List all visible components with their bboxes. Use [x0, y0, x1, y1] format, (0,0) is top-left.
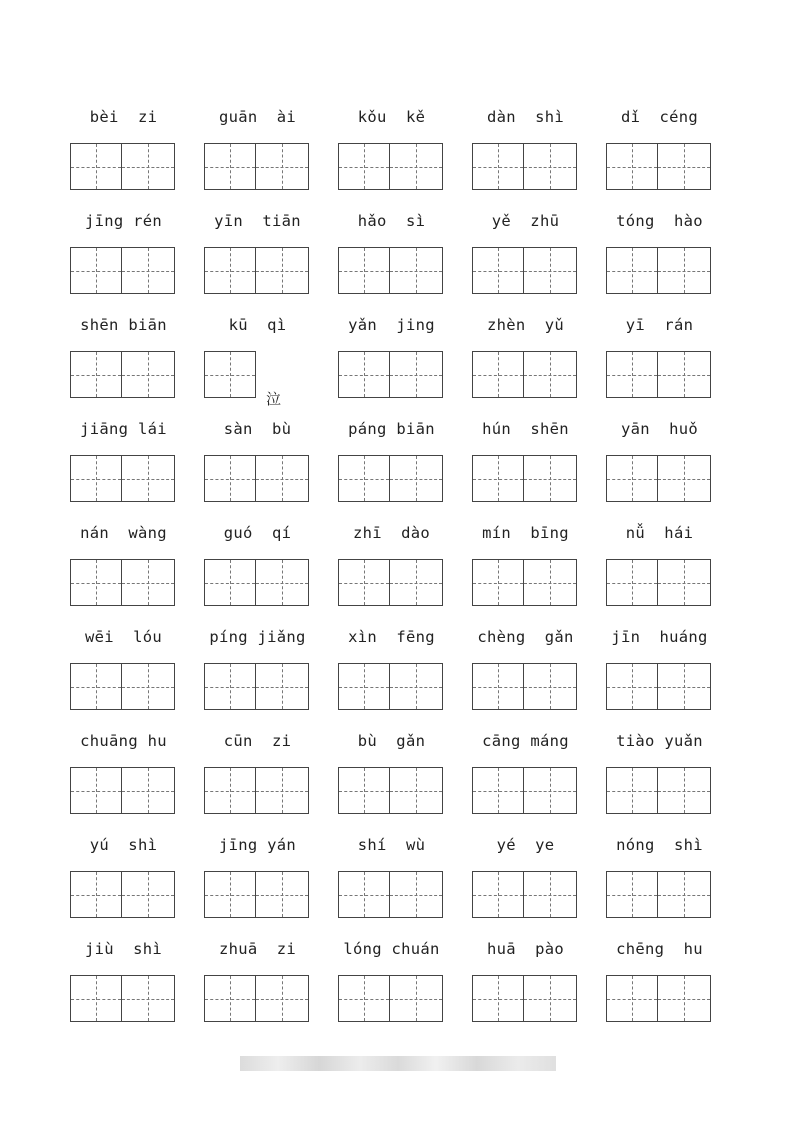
- tian-zi-ge-writing-box[interactable]: [472, 767, 524, 814]
- pinyin-label: wēi lóu: [84, 628, 163, 646]
- pinyin-label: yě zhū: [491, 212, 560, 230]
- writing-box-group: [606, 143, 711, 190]
- pinyin-label: yǎn jing: [348, 316, 435, 334]
- writing-box-group: [606, 455, 711, 502]
- worksheet-item: [204, 104, 311, 208]
- tian-zi-ge-writing-box[interactable]: [122, 351, 175, 398]
- tian-zi-ge-writing-box[interactable]: [606, 767, 658, 814]
- worksheet-item: [204, 728, 311, 832]
- tian-zi-ge-writing-box[interactable]: [472, 975, 524, 1022]
- worksheet-item: [472, 624, 579, 728]
- pinyin-label: jīn huáng: [611, 628, 708, 646]
- writing-box-group: [70, 455, 175, 502]
- writing-box-group: [338, 975, 443, 1022]
- pinyin-label: chuāng hu: [80, 732, 167, 750]
- worksheet-item: [338, 104, 445, 208]
- tian-zi-ge-writing-box[interactable]: [390, 143, 443, 190]
- tian-zi-ge-writing-box[interactable]: [204, 975, 256, 1022]
- writing-box-group: [338, 871, 443, 918]
- writing-box-group: [338, 351, 443, 398]
- worksheet-item: [606, 936, 713, 1040]
- tian-zi-ge-writing-box[interactable]: [122, 663, 175, 710]
- writing-box-group: [606, 247, 711, 294]
- writing-box-group: [606, 975, 711, 1022]
- writing-box-group: [472, 663, 577, 710]
- tian-zi-ge-writing-box[interactable]: [256, 143, 309, 190]
- tian-zi-ge-writing-box[interactable]: [658, 247, 711, 294]
- tian-zi-ge-writing-box[interactable]: [472, 247, 524, 294]
- writing-box-group: [338, 455, 443, 502]
- tian-zi-ge-writing-box[interactable]: [122, 143, 175, 190]
- worksheet-item: [204, 312, 311, 416]
- pinyin-label: shí wù: [357, 836, 426, 854]
- tian-zi-ge-writing-box[interactable]: [390, 559, 443, 606]
- tian-zi-ge-writing-box[interactable]: [204, 767, 256, 814]
- worksheet-item: [606, 728, 713, 832]
- writing-box-group: [70, 767, 175, 814]
- tian-zi-ge-writing-box[interactable]: [606, 975, 658, 1022]
- worksheet-item: [606, 624, 713, 728]
- writing-box-group: [338, 767, 443, 814]
- tian-zi-ge-writing-box[interactable]: [70, 663, 122, 710]
- tian-zi-ge-writing-box[interactable]: [204, 871, 256, 918]
- pinyin-label: yān huǒ: [620, 420, 699, 438]
- pinyin-label: shēn biān: [80, 316, 167, 334]
- tian-zi-ge-writing-box[interactable]: [658, 663, 711, 710]
- worksheet-item: [338, 312, 445, 416]
- tian-zi-ge-writing-box[interactable]: [256, 871, 309, 918]
- tian-zi-ge-writing-box[interactable]: [122, 871, 175, 918]
- tian-zi-ge-writing-box[interactable]: [338, 455, 390, 502]
- pinyin-label: bù gǎn: [357, 732, 426, 750]
- writing-box-group: [472, 871, 577, 918]
- worksheet-item: [204, 208, 311, 312]
- pinyin-label: jīng rén: [84, 212, 163, 230]
- tian-zi-ge-writing-box[interactable]: [524, 455, 577, 502]
- writing-box-group: [70, 351, 175, 398]
- hint-character: 泣: [266, 390, 282, 408]
- tian-zi-ge-writing-box[interactable]: [338, 247, 390, 294]
- tian-zi-ge-writing-box[interactable]: [70, 559, 122, 606]
- worksheet-item: [70, 312, 177, 416]
- worksheet-item: [338, 728, 445, 832]
- writing-box-group: [204, 455, 309, 502]
- worksheet-item: [70, 104, 177, 208]
- worksheet-item: [204, 832, 311, 936]
- pinyin-label: jiù shì: [84, 940, 163, 958]
- tian-zi-ge-writing-box[interactable]: [472, 559, 524, 606]
- worksheet-item: [472, 520, 579, 624]
- tian-zi-ge-writing-box[interactable]: [606, 247, 658, 294]
- pinyin-label: chèng gǎn: [477, 628, 574, 646]
- worksheet-item: [204, 624, 311, 728]
- tian-zi-ge-writing-box[interactable]: [606, 351, 658, 398]
- tian-zi-ge-writing-box[interactable]: [606, 871, 658, 918]
- worksheet-item: [606, 416, 713, 520]
- writing-box-group: [204, 767, 309, 814]
- tian-zi-ge-writing-box[interactable]: [390, 663, 443, 710]
- tian-zi-ge-writing-box[interactable]: [338, 351, 390, 398]
- worksheet-item: [472, 416, 579, 520]
- writing-box-group: [70, 247, 175, 294]
- pinyin-label: kǒu kě: [357, 108, 426, 126]
- pinyin-label: sàn bù: [223, 420, 292, 438]
- worksheet-item: [472, 936, 579, 1040]
- worksheet-item: [606, 312, 713, 416]
- tian-zi-ge-writing-box[interactable]: [606, 455, 658, 502]
- worksheet-item: [70, 936, 177, 1040]
- pinyin-label: yé ye: [496, 836, 555, 854]
- worksheet-item: [70, 520, 177, 624]
- worksheet-item: [204, 520, 311, 624]
- tian-zi-ge-writing-box[interactable]: [390, 247, 443, 294]
- writing-box-group: [472, 559, 577, 606]
- pinyin-label: guān ài: [218, 108, 297, 126]
- tian-zi-ge-writing-box[interactable]: [70, 351, 122, 398]
- tian-zi-ge-writing-box[interactable]: [606, 143, 658, 190]
- worksheet-item: [606, 832, 713, 936]
- worksheet-item: [606, 520, 713, 624]
- worksheet-item: [472, 832, 579, 936]
- pinyin-label: bèi zi: [89, 108, 158, 126]
- worksheet-item: [472, 104, 579, 208]
- tian-zi-ge-writing-box[interactable]: [524, 663, 577, 710]
- tian-zi-ge-writing-box[interactable]: [256, 767, 309, 814]
- tian-zi-ge-writing-box[interactable]: [70, 871, 122, 918]
- pinyin-label: cāng máng: [482, 732, 569, 750]
- writing-box-group: [204, 663, 309, 710]
- worksheet-item: [70, 624, 177, 728]
- tian-zi-ge-writing-box[interactable]: [658, 871, 711, 918]
- writing-box-group: [70, 975, 175, 1022]
- tian-zi-ge-writing-box[interactable]: [524, 247, 577, 294]
- writing-box-group: [606, 351, 711, 398]
- tian-zi-ge-writing-box[interactable]: [658, 455, 711, 502]
- pinyin-label: kū qì: [228, 316, 287, 334]
- tian-zi-ge-writing-box[interactable]: [472, 455, 524, 502]
- tian-zi-ge-writing-box[interactable]: [390, 975, 443, 1022]
- tian-zi-ge-writing-box[interactable]: [122, 455, 175, 502]
- tian-zi-ge-writing-box[interactable]: [658, 143, 711, 190]
- tian-zi-ge-writing-box[interactable]: [338, 663, 390, 710]
- worksheet-item: [338, 832, 445, 936]
- worksheet-item: [70, 208, 177, 312]
- tian-zi-ge-writing-box[interactable]: [658, 351, 711, 398]
- writing-box-group: [338, 143, 443, 190]
- writing-box-group: [70, 871, 175, 918]
- tian-zi-ge-writing-box[interactable]: [122, 559, 175, 606]
- pinyin-label: jiāng lái: [80, 420, 167, 438]
- writing-box-group: [472, 351, 577, 398]
- tian-zi-ge-writing-box[interactable]: [472, 871, 524, 918]
- writing-box-group: [204, 143, 309, 190]
- tian-zi-ge-writing-box[interactable]: [70, 247, 122, 294]
- writing-box-group: [472, 143, 577, 190]
- writing-box-group: [472, 767, 577, 814]
- pinyin-label: huā pào: [486, 940, 565, 958]
- tian-zi-ge-writing-box[interactable]: [658, 767, 711, 814]
- tian-zi-ge-writing-box[interactable]: [472, 663, 524, 710]
- worksheet-item: [70, 416, 177, 520]
- tian-zi-ge-writing-box[interactable]: [256, 247, 309, 294]
- tian-zi-ge-writing-box[interactable]: [256, 975, 309, 1022]
- tian-zi-ge-writing-box[interactable]: [204, 351, 256, 398]
- pinyin-label: zhī dào: [352, 524, 431, 542]
- writing-box-group: [70, 559, 175, 606]
- tian-zi-ge-writing-box[interactable]: [70, 767, 122, 814]
- tian-zi-ge-writing-box[interactable]: [122, 247, 175, 294]
- pinyin-label: páng biān: [348, 420, 435, 438]
- pinyin-label: yī rán: [625, 316, 694, 334]
- blurred-footer-watermark: [240, 1056, 556, 1071]
- writing-box-group: [606, 871, 711, 918]
- tian-zi-ge-writing-box[interactable]: [70, 143, 122, 190]
- writing-box-group: [606, 767, 711, 814]
- tian-zi-ge-writing-box[interactable]: [472, 143, 524, 190]
- pinyin-worksheet-grid: [70, 104, 715, 1040]
- tian-zi-ge-writing-box[interactable]: [606, 559, 658, 606]
- worksheet-item: [472, 312, 579, 416]
- writing-box-group: [204, 559, 309, 606]
- tian-zi-ge-writing-box[interactable]: [338, 767, 390, 814]
- tian-zi-ge-writing-box[interactable]: [256, 559, 309, 606]
- tian-zi-ge-writing-box[interactable]: [70, 975, 122, 1022]
- worksheet-item: [70, 728, 177, 832]
- pinyin-label: tiào yuǎn: [616, 732, 703, 750]
- pinyin-label: xìn fēng: [348, 628, 435, 646]
- tian-zi-ge-writing-box[interactable]: [338, 143, 390, 190]
- worksheet-item: [338, 208, 445, 312]
- pinyin-label: zhuā zi: [218, 940, 297, 958]
- pinyin-label: nóng shì: [616, 836, 703, 854]
- pinyin-label: lóng chuán: [343, 940, 440, 958]
- writing-box-group: [70, 663, 175, 710]
- pinyin-label: yú shì: [89, 836, 158, 854]
- tian-zi-ge-writing-box[interactable]: [524, 871, 577, 918]
- writing-box-group: [338, 663, 443, 710]
- pinyin-label: zhèn yǔ: [486, 316, 565, 334]
- tian-zi-ge-writing-box[interactable]: [256, 455, 309, 502]
- pinyin-label: píng jiǎng: [209, 628, 306, 646]
- tian-zi-ge-writing-box[interactable]: [122, 975, 175, 1022]
- tian-zi-ge-writing-box[interactable]: [122, 767, 175, 814]
- pinyin-label: guó qí: [223, 524, 292, 542]
- tian-zi-ge-writing-box[interactable]: [524, 143, 577, 190]
- tian-zi-ge-writing-box[interactable]: [256, 663, 309, 710]
- pinyin-label: dǐ céng: [620, 108, 699, 126]
- writing-box-group: [472, 247, 577, 294]
- worksheet-item: [606, 104, 713, 208]
- worksheet-item: [204, 416, 311, 520]
- worksheet-item: [338, 520, 445, 624]
- worksheet-item: [338, 936, 445, 1040]
- tian-zi-ge-writing-box[interactable]: [390, 871, 443, 918]
- pinyin-label: yīn tiān: [214, 212, 301, 230]
- tian-zi-ge-writing-box[interactable]: [204, 455, 256, 502]
- pinyin-label: nǚ hái: [625, 524, 694, 542]
- tian-zi-ge-writing-box[interactable]: [390, 767, 443, 814]
- tian-zi-ge-writing-box[interactable]: [204, 559, 256, 606]
- worksheet-item: [338, 416, 445, 520]
- writing-box-group: [606, 663, 711, 710]
- pinyin-label: cūn zi: [223, 732, 292, 750]
- pinyin-label: hǎo sì: [357, 212, 426, 230]
- writing-box-group: [204, 975, 309, 1022]
- pinyin-label: chēng hu: [616, 940, 703, 958]
- tian-zi-ge-writing-box[interactable]: [524, 767, 577, 814]
- tian-zi-ge-writing-box[interactable]: [338, 871, 390, 918]
- tian-zi-ge-writing-box[interactable]: [390, 455, 443, 502]
- writing-box-group: [204, 351, 256, 398]
- pinyin-label: jīng yán: [218, 836, 297, 854]
- pinyin-label: hún shēn: [482, 420, 569, 438]
- tian-zi-ge-writing-box[interactable]: [390, 351, 443, 398]
- tian-zi-ge-writing-box[interactable]: [658, 559, 711, 606]
- tian-zi-ge-writing-box[interactable]: [606, 663, 658, 710]
- writing-box-group: [338, 247, 443, 294]
- tian-zi-ge-writing-box[interactable]: [338, 975, 390, 1022]
- tian-zi-ge-writing-box[interactable]: [204, 143, 256, 190]
- tian-zi-ge-writing-box[interactable]: [524, 559, 577, 606]
- pinyin-label: dàn shì: [486, 108, 565, 126]
- worksheet-item: [606, 208, 713, 312]
- worksheet-item: [338, 624, 445, 728]
- writing-box-group: [70, 143, 175, 190]
- tian-zi-ge-writing-box[interactable]: [658, 975, 711, 1022]
- tian-zi-ge-writing-box[interactable]: [204, 663, 256, 710]
- tian-zi-ge-writing-box[interactable]: [472, 351, 524, 398]
- writing-box-group: [472, 455, 577, 502]
- tian-zi-ge-writing-box[interactable]: [70, 455, 122, 502]
- worksheet-item: [472, 208, 579, 312]
- pinyin-label: mín bīng: [482, 524, 569, 542]
- worksheet-item: [204, 936, 311, 1040]
- tian-zi-ge-writing-box[interactable]: [204, 247, 256, 294]
- worksheet-item: [472, 728, 579, 832]
- tian-zi-ge-writing-box[interactable]: [524, 351, 577, 398]
- pinyin-label: tóng hào: [616, 212, 703, 230]
- pinyin-label: nán wàng: [80, 524, 167, 542]
- worksheet-item: [70, 832, 177, 936]
- writing-box-group: [338, 559, 443, 606]
- tian-zi-ge-writing-box[interactable]: [524, 975, 577, 1022]
- writing-box-group: [606, 559, 711, 606]
- writing-box-group: [204, 871, 309, 918]
- tian-zi-ge-writing-box[interactable]: [338, 559, 390, 606]
- writing-box-group: [204, 247, 309, 294]
- writing-box-group: [472, 975, 577, 1022]
